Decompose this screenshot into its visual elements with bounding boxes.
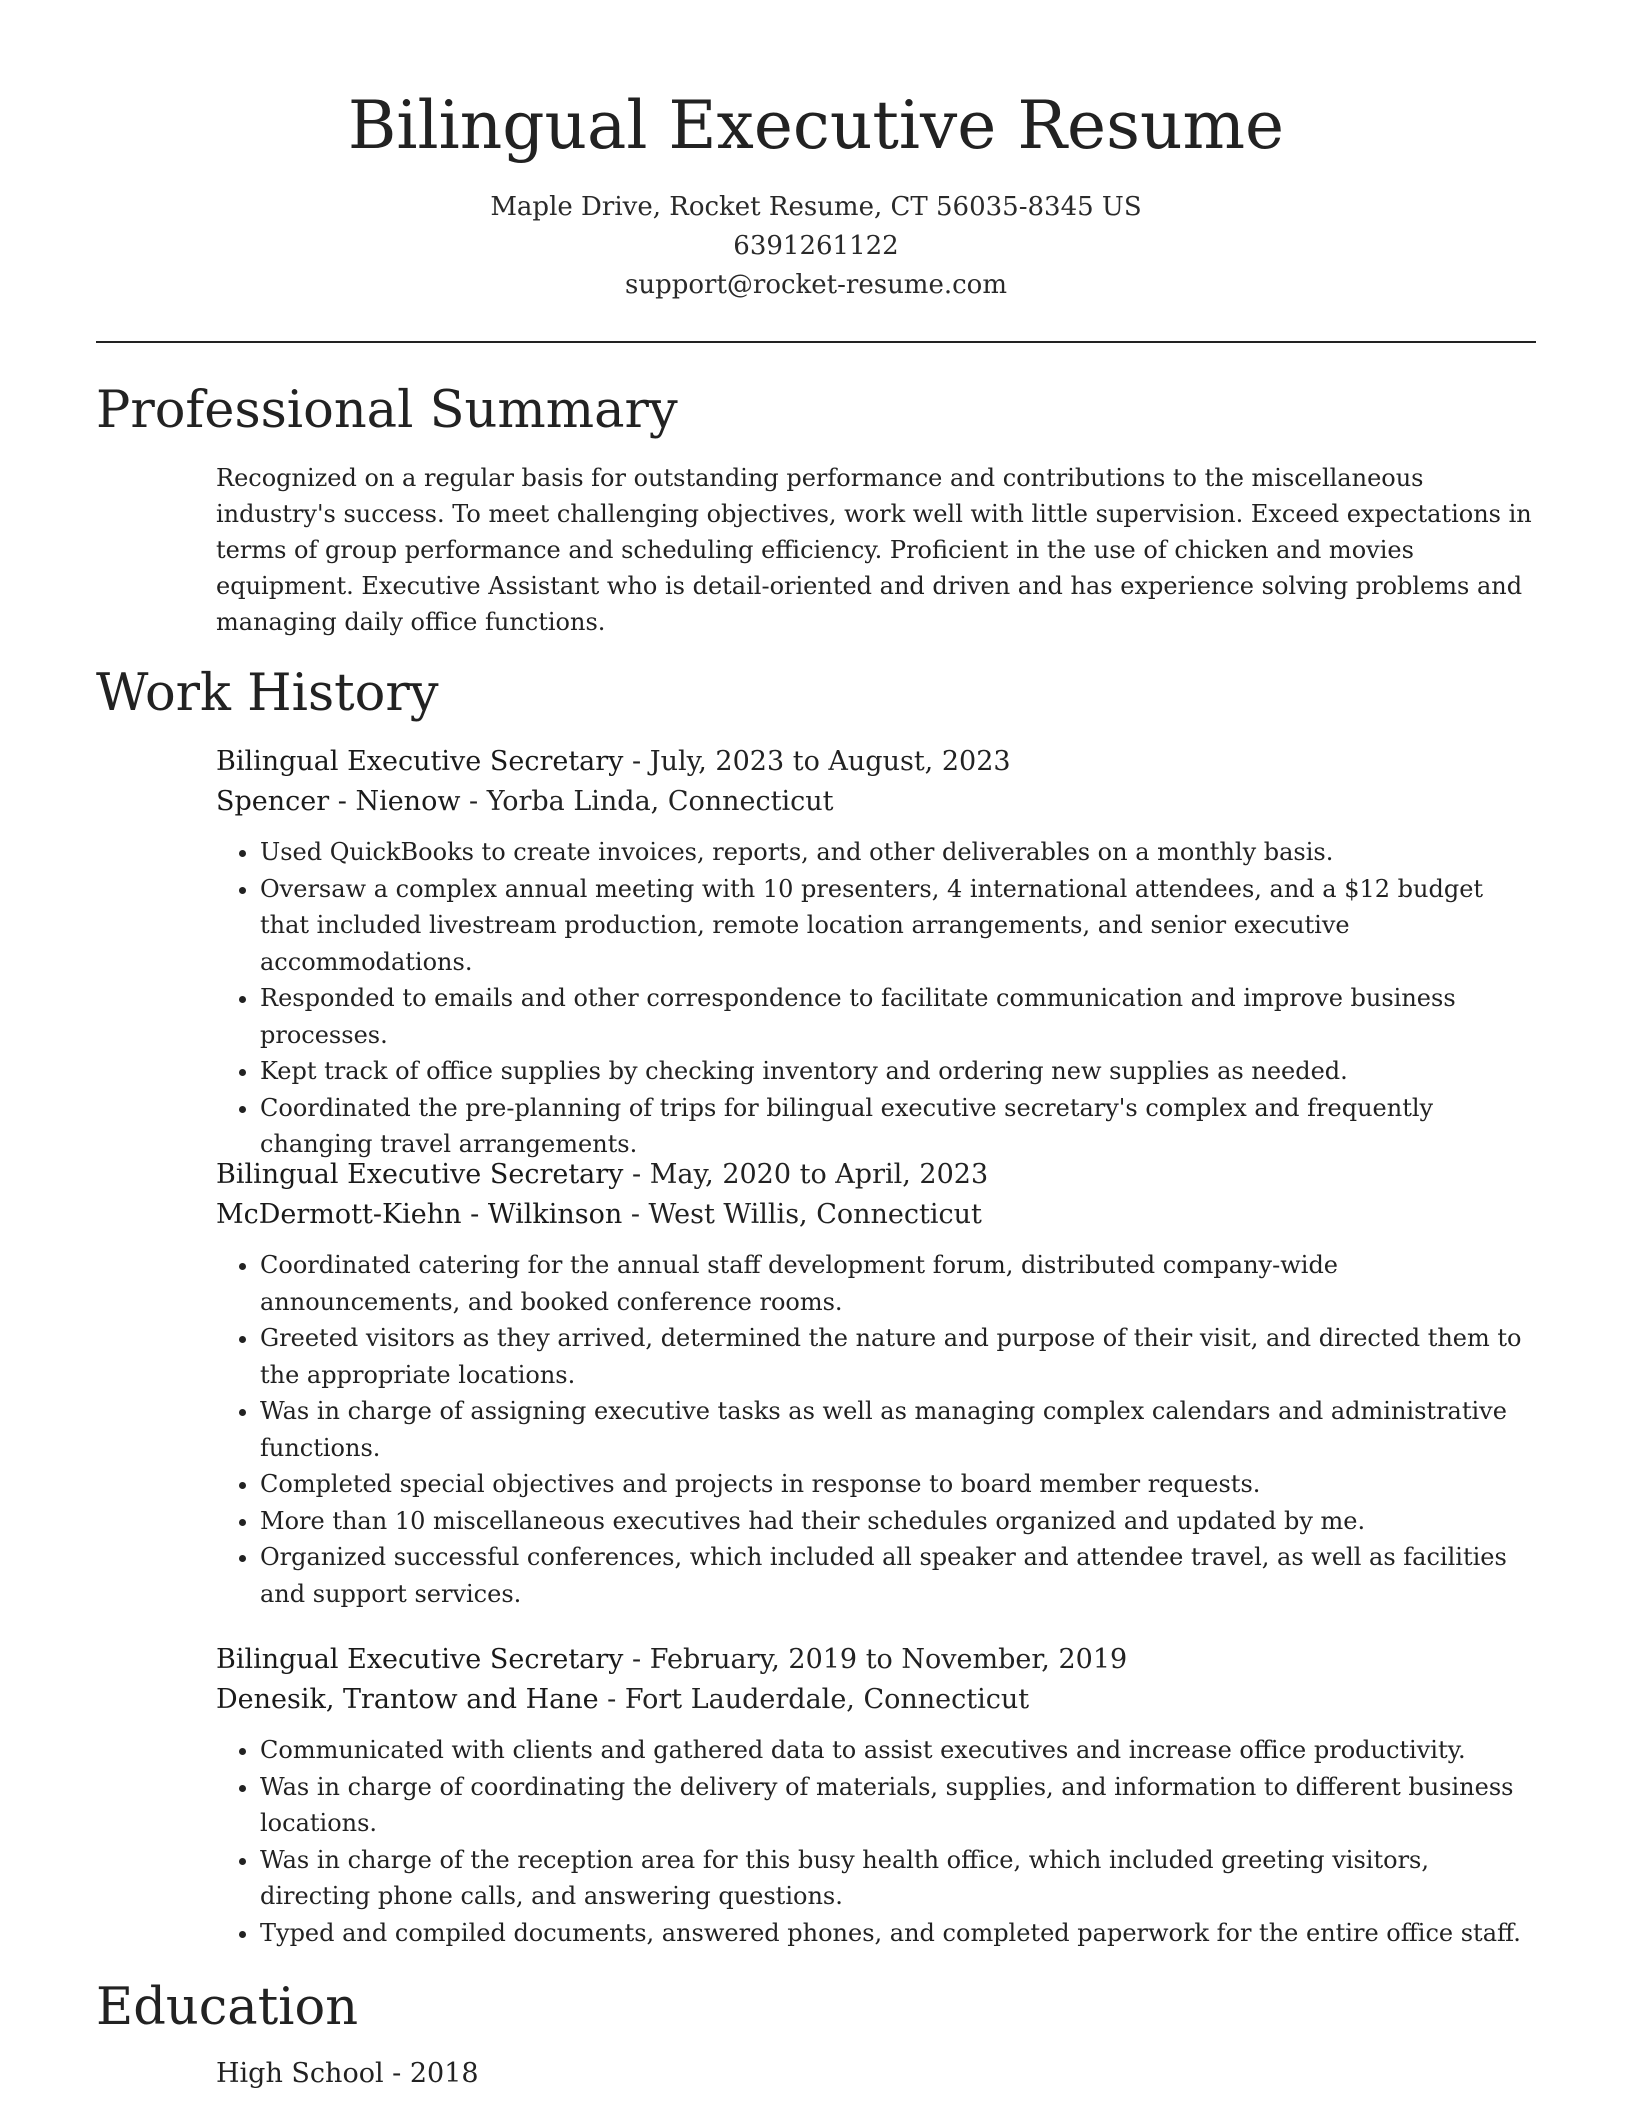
job-position: Bilingual Executive Secretary [216, 1644, 624, 1675]
job-entry [216, 1640, 1536, 1951]
work-history-heading: Work History [96, 664, 439, 723]
job-bullets [216, 1732, 1536, 1951]
job-title-line [216, 742, 1536, 782]
summary-body [216, 460, 1536, 640]
job-bullets [216, 1247, 1536, 1612]
job-bullet: • Was in charge of the reception area for this busy health office, which included greeting visitors, directing phone calls, and answering questions. [260, 1842, 1536, 1915]
resume-title: Bilingual Executive Resume [347, 87, 1285, 164]
job-position: Bilingual Executive Secretary [216, 1159, 624, 1190]
job-company: Spencer - Nienow [216, 786, 461, 817]
job-bullet: • Coordinated catering for the annual staff development forum, distributed company-wide announcements, and booked conference rooms. [260, 1247, 1536, 1320]
resume-header [0, 0, 1632, 305]
contact-address: Maple Drive, Rocket Resume, CT 56035-8345 US [490, 192, 1142, 222]
job-company: McDermott-Kiehn - Wilkinson [216, 1199, 623, 1230]
job-location: - Fort Lauderdale, Connecticut [598, 1684, 1030, 1715]
job-bullets [216, 834, 1536, 1163]
job-bullet: • More than 10 miscellaneous executives had their schedules organized and updated by me. [260, 1503, 1536, 1540]
job-title-line [216, 1640, 1536, 1680]
job-bullet: • Used QuickBooks to create invoices, reports, and other deliverables on a monthly basis. [260, 834, 1536, 871]
job-bullet: • Was in charge of coordinating the delivery of materials, supplies, and information to different business locations. [260, 1769, 1536, 1842]
job-bullet: • Oversaw a complex annual meeting with 10 presenters, 4 international attendees, and a $12 budget that included livestream production, remote location arrangements, and senior executive accommodations. [260, 871, 1536, 981]
education-entry: High School - 2018 [216, 2058, 479, 2089]
contact-phone: 6391261122 [733, 231, 899, 261]
job-bullet: • Coordinated the pre-planning of trips for bilingual executive secretary's complex and frequently changing travel arrangements. [260, 1090, 1536, 1163]
job-company: Denesik, Trantow and Hane [216, 1684, 599, 1715]
contact-block [0, 188, 1632, 305]
job-bullet: • Organized successful conferences, which included all speaker and attendee travel, as well as facilities and support services. [260, 1539, 1536, 1612]
job-company-line [216, 1195, 1536, 1235]
job-bullet: • Was in charge of assigning executive tasks as well as managing complex calendars and administrative functions. [260, 1393, 1536, 1466]
job-entry [216, 742, 1536, 1163]
job-company-line [216, 1680, 1536, 1720]
contact-email: support@rocket-resume.com [624, 270, 1007, 300]
summary-heading: Professional Summary [96, 381, 678, 440]
job-bullet: • Greeted visitors as they arrived, determined the nature and purpose of their visit, and directed them to the appropriate locations. [260, 1320, 1536, 1393]
header-divider [96, 341, 1536, 343]
job-location: - Yorba Linda, Connecticut [460, 786, 834, 817]
job-entry [216, 1155, 1536, 1612]
summary-text: Recognized on a regular basis for outstanding performance and contributions to the miscellaneous industry's success. To meet challenging objectives, work well with little supervision. Exceed expectations in terms of group performance and scheduling efficiency. Proficient in the use of chicken and movies equipment. Executive Assistant who is detail-oriented and driven and has experience solving problems and managing daily office functions. [216, 464, 1532, 636]
job-position: Bilingual Executive Secretary [216, 746, 624, 777]
job-title-line [216, 1155, 1536, 1195]
education-heading: Education [96, 1978, 359, 2037]
job-bullet: • Completed special objectives and projects in response to board member requests. [260, 1466, 1536, 1503]
job-dates: - May, 2020 to April, 2023 [623, 1159, 989, 1190]
education-body [216, 2054, 1536, 2094]
job-bullet: • Communicated with clients and gathered data to assist executives and increase office productivity. [260, 1732, 1536, 1769]
job-company-line [216, 782, 1536, 822]
job-dates: - February, 2019 to November, 2019 [623, 1644, 1128, 1675]
job-bullet: • Responded to emails and other correspondence to facilitate communication and improve business processes. [260, 980, 1536, 1053]
job-bullet: • Typed and compiled documents, answered phones, and completed paperwork for the entire office staff. [260, 1915, 1536, 1952]
job-dates: - July, 2023 to August, 2023 [623, 746, 1011, 777]
job-bullet: • Kept track of office supplies by checking inventory and ordering new supplies as needed. [260, 1053, 1536, 1090]
job-location: - West Willis, Connecticut [622, 1199, 982, 1230]
